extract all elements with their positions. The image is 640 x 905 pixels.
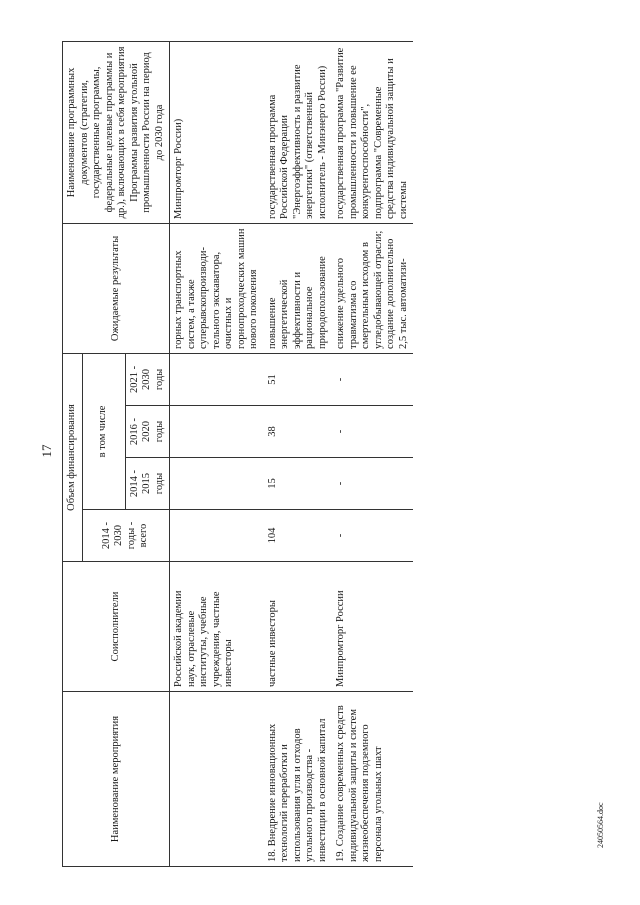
table-row: [170, 41, 264, 866]
header-including: в том числе: [82, 353, 125, 509]
cell-results: снижение удельного травматизма со смертельным исходом в угледобывающей отрасли; создание дополнительно 2,5 тыс. автоматизи-: [332, 223, 413, 353]
table-row: [264, 41, 333, 866]
header-documents: Наименование программных документов (стратегии, государственные программы, федеральные целевые программы и др.), включающих в себя мероприятия Программы развития угольной промышленности России на период до 2030 года: [63, 41, 170, 223]
cell-results: горных транспортных систем, а также суперывскопроизводи-тельного экскаватора, очистных и горнопроходческих машин нового поколения: [170, 223, 264, 353]
cell-total: 104: [264, 510, 333, 562]
cell-total: [170, 510, 264, 562]
cell-period-3: -: [332, 353, 413, 405]
cell-coexecutors: Минпромторг России: [332, 562, 413, 692]
page-number: 17: [39, 444, 54, 458]
cell-documents: государственная программа "Развитие промышленности и повышение ее конкурентоспособности", подпрограмма "Современные средства индивидуальной защиты и системы: [332, 41, 413, 223]
header-volume: Объем финансирования: [63, 353, 83, 561]
cell-total: -: [332, 510, 413, 562]
cell-results: повышение энергетической эффективности и рациональное природопользование: [264, 223, 333, 353]
header-period-2: 2016 - 2020 годы: [125, 406, 170, 458]
cell-period-2: [170, 406, 264, 458]
table-row: [332, 41, 413, 866]
header-coexecutors: Соисполнители: [63, 562, 170, 692]
cell-period-2: 38: [264, 406, 333, 458]
cell-coexecutors: частные инвесторы: [264, 562, 333, 692]
header-results: Ожидаемые результаты: [63, 223, 170, 353]
header-period-3: 2021 - 2030 годы: [125, 353, 170, 405]
cell-documents: Минпромторг России): [170, 41, 264, 223]
activities-table: [62, 41, 413, 867]
cell-period-2: -: [332, 406, 413, 458]
cell-coexecutors: Российской академии наук, отраслевые институты, учебные учреждения, частные инвесторы: [170, 562, 264, 692]
rotated-table-container: [62, 42, 622, 867]
cell-name: 19. Создание современных средств индивидуальной защиты и систем жизнеобеспечения подземного персонала угольных шахт: [332, 692, 413, 867]
header-total: 2014 - 2030 годы - всего: [82, 510, 170, 562]
header-name: Наименование мероприятия: [63, 692, 170, 867]
header-period-1: 2014 - 2015 годы: [125, 458, 170, 510]
cell-name: [170, 692, 264, 867]
cell-period-1: [170, 458, 264, 510]
cell-name: 18. Внедрение инновационных технологий переработки и использования угля и отходов угольного производства - инвестиции в основной капитал: [264, 692, 333, 867]
cell-period-3: [170, 353, 264, 405]
cell-period-1: -: [332, 458, 413, 510]
cell-documents: государственная программа Российской Федерации "Энергоэффективность и развитие энергетики" (ответственный исполнитель - Минэнерго России): [264, 41, 333, 223]
cell-period-3: 51: [264, 353, 333, 405]
document-footer: 24050564.doc: [596, 802, 605, 848]
cell-period-1: 15: [264, 458, 333, 510]
